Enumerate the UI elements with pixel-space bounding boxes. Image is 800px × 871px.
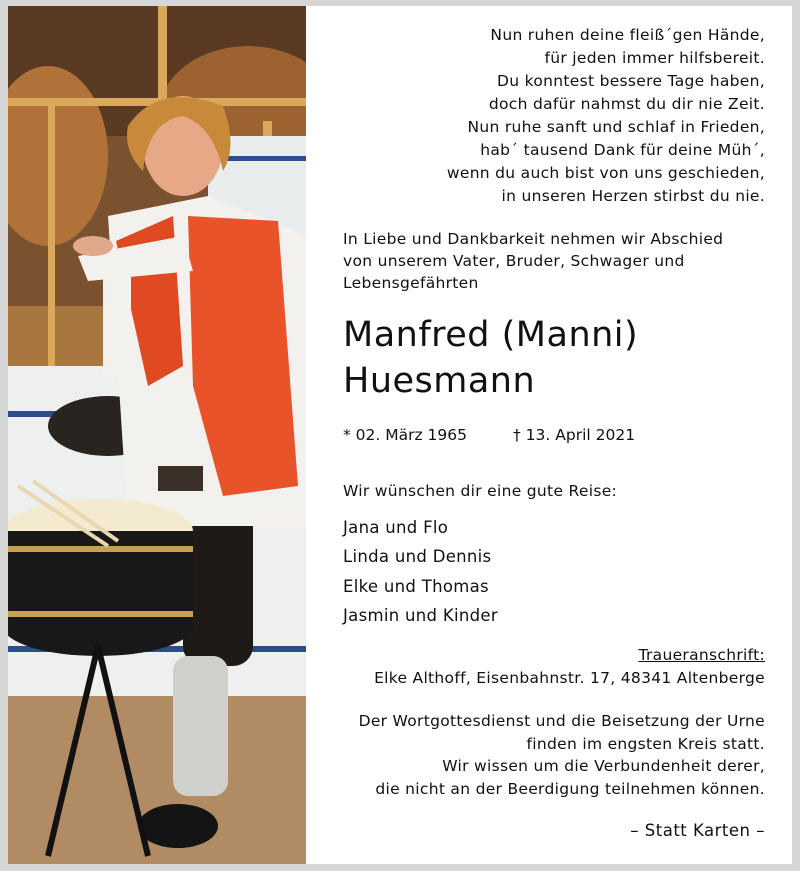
name-line-last: Huesmann — [343, 361, 536, 401]
family-member: Jasmin und Kinder — [343, 605, 498, 625]
intro-line: von unserem Vater, Bruder, Schwager und — [343, 252, 685, 270]
family-member: Linda und Dennis — [343, 547, 492, 567]
poem-line: wenn du auch bist von uns geschieden, — [446, 164, 765, 182]
family-member: Jana und Flo — [343, 518, 449, 537]
farewell-wish: Wir wünschen dir eine gute Reise: — [343, 482, 618, 500]
death-date: † 13. April 2021 — [513, 426, 636, 444]
intro-line: Lebensgefährten — [343, 274, 479, 292]
poem-line: für jeden immer hilfsbereit. — [544, 49, 765, 67]
deceased-name — [343, 312, 783, 404]
poem-line: Nun ruhe sanft und schlaf in Frieden, — [467, 118, 765, 136]
address-label: Traueranschrift: — [638, 646, 765, 664]
intro-text — [343, 228, 763, 294]
name-line-first: Manfred (Manni) — [343, 315, 639, 355]
mourning-address — [325, 644, 765, 690]
portrait-photo — [8, 6, 306, 864]
service-line: Wir wissen um die Verbundenheit derer, — [442, 757, 765, 775]
birth-date: * 02. März 1965 — [343, 426, 468, 444]
address-line: Elke Althoff, Eisenbahnstr. 17, 48341 Altenberge — [374, 669, 765, 687]
poem-line: Nun ruhen deine fleiß´gen Hände, — [490, 26, 765, 44]
service-line: die nicht an der Beerdigung teilnehmen können. — [375, 779, 765, 798]
service-notice — [325, 710, 765, 800]
obituary-text — [306, 6, 792, 864]
closing-note: – Statt Karten – — [630, 821, 765, 840]
poem — [335, 24, 765, 208]
intro-line: In Liebe und Dankbarkeit nehmen wir Abschied — [343, 230, 724, 248]
family-list — [343, 513, 763, 630]
service-line: finden im engsten Kreis statt. — [526, 734, 765, 753]
poem-line: hab´ tausend Dank für deine Müh´, — [480, 141, 765, 159]
poem-line: Du konntest bessere Tage haben, — [497, 72, 765, 90]
obituary-card — [8, 6, 792, 864]
family-member: Elke und Thomas — [343, 576, 489, 596]
poem-line: in unseren Herzen stirbst du nie. — [501, 187, 765, 205]
poem-line: doch dafür nahmst du dir nie Zeit. — [488, 95, 765, 113]
service-line: Der Wortgottesdienst und die Beisetzung der Urne — [358, 712, 765, 730]
